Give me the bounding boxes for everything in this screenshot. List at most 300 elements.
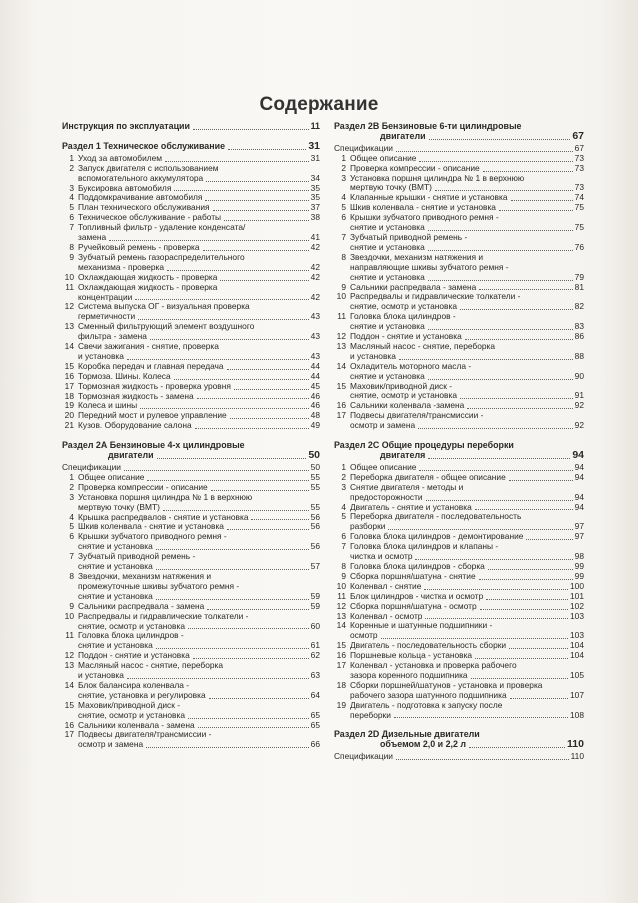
dot-leader [207, 609, 308, 610]
toc-entry-line [334, 421, 584, 431]
toc-entry[interactable] [62, 253, 320, 273]
dot-leader [198, 727, 309, 728]
entry-title: Тормозная жидкость - проверка уровня [78, 380, 231, 391]
entry-title: Проверка компрессии - описание [350, 162, 480, 173]
entry-title: Кузов. Оборудование салона [78, 420, 192, 431]
section-title: Раздел 2А Бензиновые 4-х цилиндровые [62, 440, 245, 451]
toc-entry[interactable] [334, 602, 584, 612]
entry-number: 4 [341, 501, 346, 512]
toc-entry[interactable] [334, 621, 584, 641]
entry-title: Буксировка автомобиля [78, 182, 172, 193]
entry-title: Охладитель моторного масла - [350, 360, 472, 371]
entry-title: Головка блока цилиндров - демонтирование [350, 531, 524, 542]
toc-entry[interactable] [62, 701, 320, 721]
dot-leader [174, 379, 309, 380]
entry-page-number: 108 [570, 709, 584, 720]
entry-page-number: 99 [574, 560, 584, 571]
entry-page-number: 98 [574, 551, 584, 562]
entry-page-number: 55 [310, 501, 320, 512]
entry-number: 12 [336, 600, 346, 611]
entry-title: осмотр и замена [78, 739, 144, 750]
entry-title: Коробка передач и главная передача [78, 360, 224, 371]
entry-page-number: 37 [310, 202, 320, 213]
entry-title: Передний мост и рулевое управление [78, 410, 227, 421]
entry-page-number: 43 [310, 331, 320, 342]
entry-title: Спецификации [334, 142, 393, 153]
entry-title: Общее описание [350, 152, 417, 163]
entry-number: 15 [64, 360, 74, 371]
section-title: Раздел 1 Техническое обслуживание [62, 140, 225, 151]
entry-page-number: 74 [574, 192, 584, 203]
entry-title: Звездочки, механизм натяжения и [350, 251, 484, 262]
toc-entry[interactable] [334, 342, 584, 362]
entry-number: 15 [64, 699, 74, 710]
toc-entry[interactable] [62, 661, 320, 681]
entry-number: 2 [69, 481, 74, 492]
toc-entry[interactable] [334, 253, 584, 283]
dot-leader [428, 250, 573, 251]
entry-page-number: 94 [574, 461, 584, 472]
section-title-cont: объемом 2,0 и 2,2 л [380, 739, 467, 750]
toc-entries [62, 463, 320, 750]
dot-leader [230, 418, 309, 419]
toc-section [334, 441, 584, 720]
dot-leader [140, 408, 309, 409]
dot-leader [479, 579, 573, 580]
toc-section [62, 122, 320, 132]
section-page-number: 110 [567, 738, 584, 751]
entry-title: Крышка распредвалов - снятие и установка [78, 511, 249, 522]
entry-number: 10 [64, 271, 74, 282]
toc-section [62, 139, 320, 431]
entry-number: 12 [336, 331, 346, 342]
dot-leader [480, 609, 568, 610]
section-heading-cont [62, 451, 320, 461]
entry-number: 1 [341, 152, 346, 163]
entry-page-number: 81 [574, 281, 584, 292]
dot-leader [209, 698, 309, 699]
entry-number: 15 [336, 380, 346, 391]
dot-leader [197, 398, 309, 399]
entry-title: Головка блока цилиндров - сборка [350, 560, 485, 571]
toc-entry[interactable] [62, 342, 320, 362]
entry-number: 16 [336, 400, 346, 411]
entry-title: мертвую точку (ВМТ) [350, 182, 432, 193]
entry-title: Двигатель - последовательность сборки [350, 640, 507, 651]
entry-title: Коленвал - установка и проверка рабочего [350, 660, 517, 671]
entry-page-number: 92 [574, 400, 584, 411]
entry-page-number: 102 [570, 600, 584, 611]
entry-number: 12 [64, 650, 74, 661]
entry-page-number: 104 [570, 640, 584, 651]
entry-number: 8 [69, 570, 74, 581]
entry-number: 10 [64, 610, 74, 621]
toc-entry[interactable] [334, 542, 584, 562]
entry-page-number: 94 [574, 501, 584, 512]
toc-entry[interactable] [334, 411, 584, 431]
entry-title: Поддон - снятие и установка [350, 331, 462, 342]
entry-number: 19 [336, 699, 346, 710]
entry-page-number: 42 [310, 291, 320, 302]
section-heading [62, 139, 320, 152]
entry-page-number: 41 [310, 232, 320, 243]
entry-number: 5 [69, 202, 74, 213]
entry-title: Сальники коленвала -замена [350, 400, 465, 411]
entry-number: 6 [69, 212, 74, 223]
entry-title: Шкив коленвала - снятие и установка [78, 521, 224, 532]
dot-leader [220, 280, 308, 281]
toc-entry[interactable] [334, 681, 584, 701]
dot-leader [428, 379, 573, 380]
entry-page-number: 107 [570, 689, 584, 700]
toc-entry[interactable] [62, 552, 320, 572]
entry-page-number: 90 [574, 370, 584, 381]
dot-leader [467, 408, 572, 409]
entry-number: 5 [341, 202, 346, 213]
entry-page-number: 92 [574, 420, 584, 431]
entry-number: 3 [69, 182, 74, 193]
toc-entry[interactable] [334, 362, 584, 382]
toc-entries [62, 154, 320, 431]
toc-entry-line [62, 283, 320, 293]
dot-leader [206, 181, 309, 182]
entry-title: осмотр [350, 630, 378, 641]
entry-title: снятие и установка [78, 640, 153, 651]
dot-leader [211, 490, 309, 491]
entry-page-number: 60 [310, 620, 320, 631]
dot-leader [465, 339, 573, 340]
entry-title: снятие и установка [350, 241, 425, 252]
dot-leader [193, 129, 309, 130]
entry-title: Поддон - снятие и установка [78, 650, 190, 661]
entry-title: снятие и установка [350, 370, 425, 381]
entry-number: 7 [69, 551, 74, 562]
toc-entry[interactable] [62, 532, 320, 552]
entry-number: 8 [69, 241, 74, 252]
dot-leader [138, 319, 308, 320]
entry-number: 3 [69, 491, 74, 502]
entry-page-number: 34 [310, 172, 320, 183]
entry-title: Распредвалы и гидравлические толкатели - [78, 610, 249, 621]
dot-leader [224, 220, 309, 221]
toc-entry[interactable] [334, 661, 584, 681]
entry-page-number: 43 [310, 350, 320, 361]
entry-number: 16 [336, 650, 346, 661]
entry-title: Сменный фильтрующий элемент воздушного [78, 321, 255, 332]
entry-page-number: 65 [310, 719, 320, 730]
entry-page-number: 49 [310, 420, 320, 431]
section-title-cont: двигателя [380, 450, 426, 460]
toc-entry[interactable] [334, 512, 584, 532]
section-title-cont: двигатели [380, 130, 426, 141]
entry-title: Подвесы двигателя/трансмиссии - [350, 410, 484, 421]
entry-page-number: 83 [574, 321, 584, 332]
toc-section [334, 122, 584, 431]
entry-number: 4 [341, 192, 346, 203]
entry-title: Переборка двигателя - общее описание [350, 471, 506, 482]
dot-leader [499, 210, 573, 211]
entry-page-number: 56 [310, 511, 320, 522]
entry-title: Спецификации [62, 462, 121, 472]
entry-page-number: 104 [570, 650, 584, 661]
dot-leader [426, 500, 573, 501]
section-title: Раздел 2В Бензиновые 6-ти цилиндровые [334, 121, 522, 131]
entry-number: 12 [64, 301, 74, 312]
dot-leader [174, 190, 308, 191]
dot-leader [147, 480, 308, 481]
toc-entry[interactable] [334, 233, 584, 253]
toc-entry[interactable] [62, 572, 320, 602]
section-heading [62, 441, 320, 451]
entry-page-number: 105 [570, 669, 584, 680]
entry-number: 10 [336, 580, 346, 591]
entry-title: чистка и осмотр [350, 551, 413, 562]
entry-title: герметичности [78, 311, 136, 322]
entry-title: направляющие шкивы зубчатого ремня - [350, 261, 509, 272]
dot-leader [146, 747, 309, 748]
entry-title: Поддомкрачивание автомобиля [78, 192, 203, 203]
entry-title: и установка [350, 350, 396, 361]
entry-number: 2 [69, 162, 74, 173]
entry-title: Тормоза. Шины. Колеса [78, 370, 171, 381]
dot-leader [124, 470, 309, 471]
dot-leader [429, 139, 571, 140]
entry-title: Масляный насос - снятие, переборка [350, 340, 496, 351]
toc-entry[interactable] [62, 283, 320, 303]
entry-page-number: 55 [310, 471, 320, 482]
section-title: Раздел 2С Общие процедуры переборки [334, 440, 514, 451]
entry-number: 7 [69, 222, 74, 233]
entry-page-number: 48 [310, 410, 320, 421]
section-page-number: 50 [308, 449, 320, 462]
dot-leader [156, 549, 309, 550]
entry-title: снятие, осмотр и установка [78, 709, 185, 720]
toc-entry[interactable] [62, 302, 320, 322]
toc-entry[interactable] [62, 322, 320, 342]
dot-leader [435, 190, 573, 191]
entry-page-number: 76 [574, 241, 584, 252]
toc-entry[interactable] [62, 493, 320, 513]
entry-number: 7 [341, 541, 346, 552]
entry-title: снятие, установка и регулировка [78, 689, 206, 700]
dot-leader [157, 458, 307, 459]
entry-title: разборки [350, 521, 386, 532]
entry-page-number: 59 [310, 600, 320, 611]
toc-entry-line [62, 612, 320, 622]
entry-number: 14 [64, 341, 74, 352]
entry-title: переборки [350, 709, 391, 720]
entry-title: Спецификации [334, 751, 393, 762]
entry-title: Переборка двигателя - последовательность [350, 511, 522, 522]
entry-title: Техническое обслуживание - работы [78, 212, 222, 223]
toc-entry-line [334, 752, 584, 762]
toc-entry[interactable] [62, 681, 320, 701]
dot-leader [475, 509, 573, 510]
entry-title: снятие, осмотр и установка [350, 390, 457, 401]
entry-number: 10 [336, 291, 346, 302]
toc-entry[interactable] [62, 223, 320, 243]
toc-entry[interactable] [334, 174, 584, 194]
entry-title: замена [78, 232, 107, 243]
toc-entries [334, 752, 584, 762]
entry-title: Распредвалы и гидравлические толкатели - [350, 291, 521, 302]
entry-page-number: 64 [310, 689, 320, 700]
entry-page-number: 75 [574, 222, 584, 233]
entry-title: Сальники распредвала - замена [78, 600, 205, 611]
entry-title: Охлаждающая жидкость - проверка [78, 271, 218, 282]
dot-leader [163, 510, 309, 511]
entry-title: Коленвал - снятие [350, 580, 422, 591]
entry-number: 9 [69, 600, 74, 611]
entry-title: снятие, осмотр и установка [350, 301, 457, 312]
section-page-number: 94 [572, 449, 584, 461]
dot-leader [381, 638, 568, 639]
dot-leader [188, 628, 309, 629]
dot-leader [150, 339, 309, 340]
dot-leader [394, 717, 568, 718]
entry-title: фильтра - замена [78, 331, 147, 342]
entry-page-number: 91 [574, 390, 584, 401]
toc-entry[interactable] [334, 382, 584, 402]
entry-number: 18 [64, 390, 74, 401]
entry-page-number: 61 [310, 640, 320, 651]
entry-page-number: 65 [310, 709, 320, 720]
entry-title: Клапанные крышки - снятие и установка [350, 192, 508, 203]
toc-entry[interactable] [334, 752, 584, 762]
entry-number: 11 [65, 281, 74, 292]
entry-page-number: 97 [574, 521, 584, 532]
entry-number: 4 [69, 511, 74, 522]
entry-page-number: 56 [310, 541, 320, 552]
dot-leader [396, 759, 569, 760]
dot-leader [486, 599, 568, 600]
entry-number: 11 [65, 630, 74, 641]
entry-title: снятие и установка [78, 541, 153, 552]
entry-title: зазора коренного подшипника [350, 669, 468, 680]
entry-title: механизма - проверка [78, 261, 165, 272]
entry-title: снятие и установка [78, 561, 153, 572]
entry-title: Блок балансира коленвала - [78, 679, 190, 690]
entry-number: 2 [341, 162, 346, 173]
toc-section [62, 441, 320, 750]
entry-number: 17 [336, 410, 346, 421]
entry-number: 9 [69, 251, 74, 262]
section-heading [334, 122, 584, 132]
entry-page-number: 66 [310, 739, 320, 750]
toc-entry[interactable] [62, 421, 320, 431]
entry-title: Топливный фильтр - удаление конденсата/ [78, 222, 246, 233]
toc-entries [334, 463, 584, 721]
entry-number: 13 [336, 610, 346, 621]
dot-leader [127, 359, 309, 360]
entry-number: 1 [69, 471, 74, 482]
dot-leader [479, 289, 572, 290]
toc-entry[interactable] [62, 730, 320, 750]
entry-title: Снятие двигателя - методы и [350, 481, 464, 492]
dot-leader [419, 161, 572, 162]
entry-title: Маховик/приводной диск - [78, 699, 181, 710]
entry-page-number: 99 [574, 570, 584, 581]
toc-entry[interactable] [62, 612, 320, 632]
entry-page-number: 35 [310, 192, 320, 203]
dot-leader [460, 398, 573, 399]
entry-title: Коренные и шатунные подшипники - [350, 620, 493, 631]
toc-left-column [62, 122, 320, 753]
toc-entry[interactable] [334, 483, 584, 503]
entry-number: 17 [64, 729, 74, 740]
toc-entry[interactable] [334, 701, 584, 721]
entry-page-number: 46 [310, 390, 320, 401]
section-heading [62, 122, 320, 132]
entry-number: 11 [337, 590, 346, 601]
entry-title: Установка поршня цилиндра № 1 в верхнюю [350, 172, 525, 183]
entry-title: Тормозная жидкость - замена [78, 390, 194, 401]
section-heading-cont [334, 740, 584, 750]
page-title: Содержание [259, 94, 379, 115]
dot-leader [511, 200, 573, 201]
section-page-number: 31 [308, 139, 320, 152]
toc-entry[interactable] [334, 213, 584, 233]
toc-entry[interactable] [334, 292, 584, 312]
entry-number: 6 [69, 531, 74, 542]
dot-leader [203, 250, 309, 251]
toc-entry-line [62, 421, 320, 431]
entry-number: 6 [341, 531, 346, 542]
entry-title: Сборка поршня/шатуна - снятие [350, 570, 476, 581]
entry-page-number: 62 [310, 650, 320, 661]
entry-title: Уход за автомобилем [78, 152, 163, 163]
entry-page-number: 67 [574, 142, 584, 153]
dot-leader [388, 529, 572, 530]
entry-number: 1 [341, 461, 346, 472]
dot-leader [428, 458, 570, 459]
entry-title: Зубчатый приводной ремень - [78, 551, 196, 562]
dot-leader [127, 678, 309, 679]
dot-leader [471, 678, 568, 679]
entry-title: Сальники распредвала - замена [350, 281, 477, 292]
entry-title: промежуточные шкивы зубчатого ремня - [78, 580, 240, 591]
entry-page-number: 94 [574, 491, 584, 502]
entry-title: Головка блока цилиндров и клапаны - [350, 541, 499, 552]
entry-number: 9 [341, 281, 346, 292]
toc-entry[interactable] [62, 164, 320, 184]
entry-page-number: 103 [570, 630, 584, 641]
entry-title: мертвую точку (ВМТ) [78, 501, 160, 512]
dot-leader [396, 151, 573, 152]
entry-page-number: 73 [574, 182, 584, 193]
toc-entry[interactable] [62, 631, 320, 651]
entry-number: 1 [69, 152, 74, 163]
entry-page-number: 50 [310, 462, 320, 472]
dot-leader [188, 718, 309, 719]
section-heading-cont [334, 451, 584, 461]
entry-number: 18 [336, 679, 346, 690]
entry-number: 8 [341, 560, 346, 571]
dot-leader [251, 519, 308, 520]
entry-title: вспомогательного аккумулятора [78, 172, 204, 183]
dot-leader [428, 329, 573, 330]
section-heading-cont [334, 129, 584, 142]
entry-page-number: 43 [310, 311, 320, 322]
dot-leader [475, 658, 568, 659]
entry-page-number: 73 [574, 162, 584, 173]
entry-title: Свечи зажигания - снятие, проверка [78, 341, 219, 352]
dot-leader [469, 747, 565, 748]
entry-page-number: 73 [574, 152, 584, 163]
entry-page-number: 88 [574, 350, 584, 361]
toc-entry[interactable] [334, 312, 584, 332]
entry-title: предосторожности [350, 491, 423, 502]
